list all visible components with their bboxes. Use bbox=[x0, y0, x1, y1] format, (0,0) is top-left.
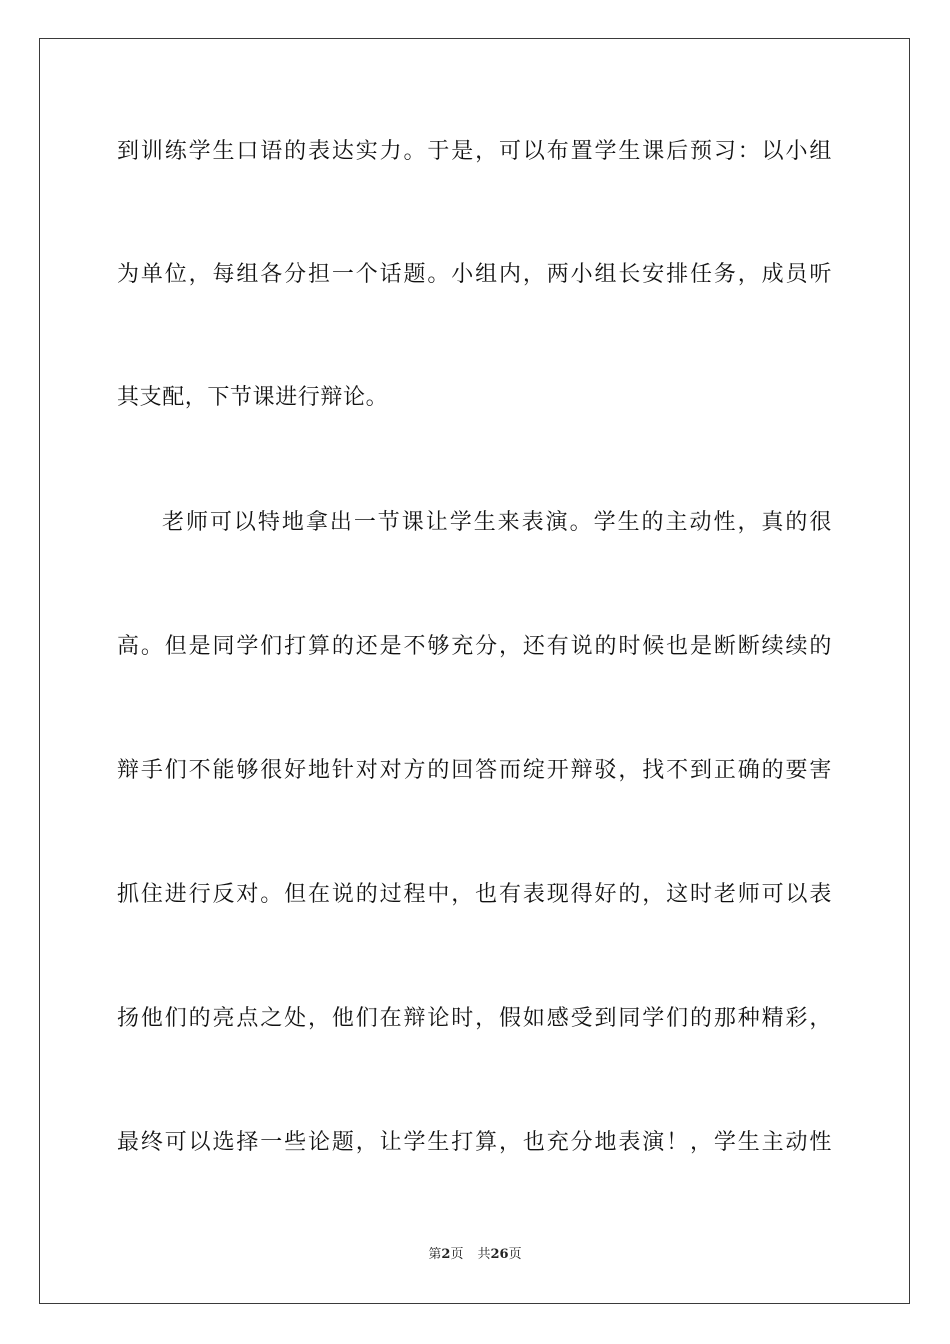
body-line-8: 扬他们的亮点之处，他们在辩论时，假如感受到同学们的那种精彩， bbox=[117, 1006, 832, 1031]
page-prefix: 第 bbox=[428, 1247, 442, 1262]
page-unit: 页 bbox=[450, 1247, 464, 1262]
body-line-3: 其支配，下节课进行辩论。 bbox=[117, 385, 389, 410]
page-footer bbox=[0, 1246, 950, 1264]
body-line-5: 高。但是同学们打算的还是不够充分，还有说的时候也是断断续续的 bbox=[117, 634, 832, 659]
total-prefix: 共 bbox=[477, 1247, 491, 1262]
body-line-2: 为单位，每组各分担一个话题。小组内，两小组长安排任务，成员听 bbox=[117, 262, 832, 287]
body-line-1: 到训练学生口语的表达实力。于是，可以布置学生课后预习：以小组 bbox=[117, 139, 832, 164]
total-unit: 页 bbox=[508, 1247, 522, 1262]
page-border bbox=[39, 38, 910, 1304]
body-line-4: 老师可以特地拿出一节课让学生来表演。学生的主动性，真的很 bbox=[162, 510, 832, 535]
body-line-6: 辩手们不能够很好地针对对方的回答而绽开辩驳，找不到正确的要害 bbox=[117, 758, 832, 783]
total-pages: 26 bbox=[490, 1247, 509, 1262]
page-number: 2 bbox=[441, 1247, 451, 1262]
body-line-7: 抓住进行反对。但在说的过程中，也有表现得好的，这时老师可以表 bbox=[117, 882, 832, 907]
body-line-9: 最终可以选择一些论题，让学生打算，也充分地表演！，学生主动性 bbox=[117, 1130, 832, 1155]
